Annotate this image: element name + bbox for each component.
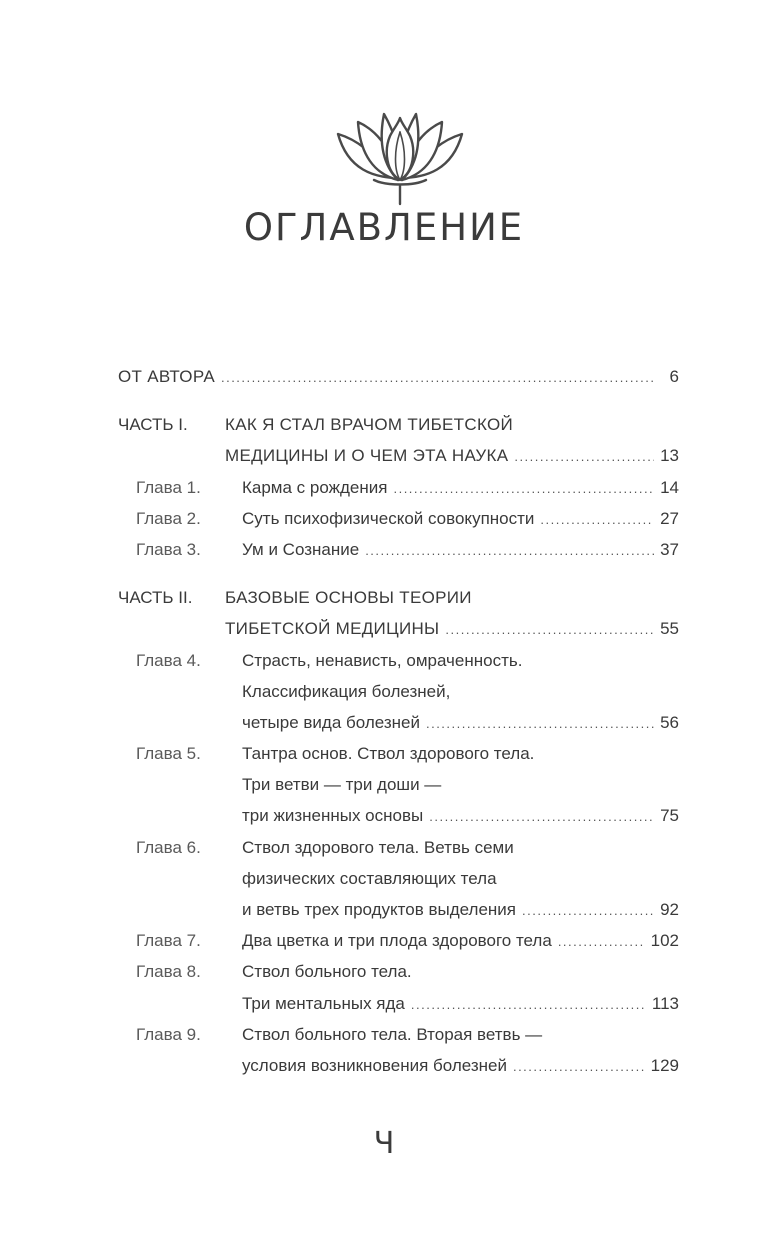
toc-chapter-5-cont[interactable] <box>118 800 679 831</box>
chapter-title: Ум и Сознание <box>242 539 360 559</box>
toc-page-number: 14 <box>660 477 679 497</box>
chapter-title: Ствол больного тела. Вторая ветвь — <box>242 1024 543 1044</box>
dot-leader <box>365 535 654 566</box>
page-folio: Ч <box>373 1126 395 1161</box>
toc-page-number: 6 <box>669 367 679 386</box>
chapter-title: Страсть, ненависть, омраченность. <box>242 650 523 670</box>
toc-page-number: 113 <box>651 993 679 1013</box>
dot-leader <box>513 1051 645 1082</box>
chapter-title: Ствол здорового тела. Ветвь семи <box>242 837 514 857</box>
chapter-label: Глава 6. <box>136 837 201 857</box>
toc-part-2-heading[interactable] <box>118 582 679 613</box>
chapter-title: Тантра основ. Ствол здорового тела. <box>242 744 535 764</box>
part-label: ЧАСТЬ II. <box>118 588 193 608</box>
toc-chapter-8-cont[interactable] <box>118 988 679 1019</box>
toc-part-1-heading[interactable] <box>118 409 679 440</box>
dot-leader <box>393 473 654 504</box>
part-title-line: БАЗОВЫЕ ОСНОВЫ ТЕОРИИ <box>225 588 472 608</box>
toc-part-1-heading-cont[interactable] <box>118 440 679 471</box>
dot-leader <box>445 614 654 645</box>
part-title-line: МЕДИЦИНЫ И О ЧЕМ ЭТА НАУКА <box>225 446 509 466</box>
toc-chapter-5[interactable] <box>118 738 679 769</box>
toc-page-number: 13 <box>660 446 679 466</box>
toc-chapter-8[interactable] <box>118 956 679 987</box>
part-title-line: КАК Я СТАЛ ВРАЧОМ ТИБЕТСКОЙ <box>225 415 513 435</box>
toc-part-2-heading-cont[interactable] <box>118 613 679 644</box>
toc-entry-label: ОТ АВТОРА <box>118 367 215 386</box>
dot-leader <box>429 801 654 832</box>
part-title-line: ТИБЕТСКОЙ МЕДИЦИНЫ <box>225 619 440 639</box>
toc-chapter-4[interactable] <box>118 645 679 676</box>
chapter-label: Глава 1. <box>136 477 201 497</box>
page-title: ОГЛАВЛЕНИЕ <box>243 206 525 249</box>
toc-chapter-2[interactable] <box>118 503 679 534</box>
toc-chapter-1[interactable] <box>118 472 679 503</box>
toc-chapter-4-cont[interactable] <box>118 676 679 707</box>
chapter-label: Глава 9. <box>136 1024 201 1044</box>
chapter-title: Карма с рождения <box>242 477 388 497</box>
table-of-contents <box>118 361 679 1081</box>
chapter-label: Глава 8. <box>136 962 201 982</box>
part-label: ЧАСТЬ I. <box>118 415 188 435</box>
toc-chapter-6[interactable] <box>118 832 679 863</box>
toc-entry-author[interactable] <box>118 361 679 392</box>
chapter-label: Глава 3. <box>136 539 201 559</box>
toc-page-number: 102 <box>650 931 679 951</box>
toc-page-number: 37 <box>660 539 679 559</box>
toc-chapter-5-cont[interactable] <box>118 769 679 800</box>
toc-page-number: 56 <box>660 712 679 732</box>
dot-leader <box>514 441 654 472</box>
chapter-title: три жизненных основы <box>242 806 424 826</box>
chapter-label: Глава 7. <box>136 931 201 951</box>
toc-page-number: 92 <box>660 900 679 919</box>
chapter-label: Глава 2. <box>136 508 201 528</box>
dot-leader <box>411 989 646 1020</box>
dot-leader <box>558 926 645 957</box>
chapter-title: физических составляющих тела <box>242 868 497 888</box>
toc-page-number: 75 <box>660 806 679 826</box>
toc-chapter-6-cont[interactable] <box>118 863 679 894</box>
chapter-title: Суть психофизической совокупности <box>242 508 535 528</box>
dot-leader <box>522 895 654 926</box>
toc-chapter-9-cont[interactable] <box>118 1050 679 1081</box>
toc-chapter-3[interactable] <box>118 534 679 565</box>
toc-chapter-9[interactable] <box>118 1019 679 1050</box>
chapter-title: Классификация болезней, <box>242 681 451 701</box>
chapter-title: и ветвь трех продуктов выделения <box>242 900 517 919</box>
chapter-label: Глава 4. <box>136 650 201 670</box>
chapter-title: Ствол больного тела. <box>242 962 412 982</box>
chapter-title: четыре вида болезней <box>242 712 420 732</box>
dot-leader <box>426 708 654 739</box>
chapter-title: Два цветка и три плода здорового тела <box>242 931 552 951</box>
toc-chapter-4-cont[interactable] <box>118 707 679 738</box>
chapter-title: Три ментальных яда <box>242 993 405 1013</box>
dot-leader <box>540 504 654 535</box>
chapter-title: Три ветви — три доши — <box>242 775 442 795</box>
lotus-icon <box>334 100 466 206</box>
toc-chapter-6-cont[interactable] <box>118 894 679 925</box>
toc-page-number: 55 <box>660 619 679 639</box>
toc-page-number: 129 <box>650 1055 679 1075</box>
toc-chapter-7[interactable] <box>118 925 679 956</box>
toc-page-number: 27 <box>660 508 679 528</box>
chapter-title: условия возникновения болезней <box>242 1055 507 1075</box>
dot-leader <box>221 362 655 393</box>
chapter-label: Глава 5. <box>136 744 201 764</box>
